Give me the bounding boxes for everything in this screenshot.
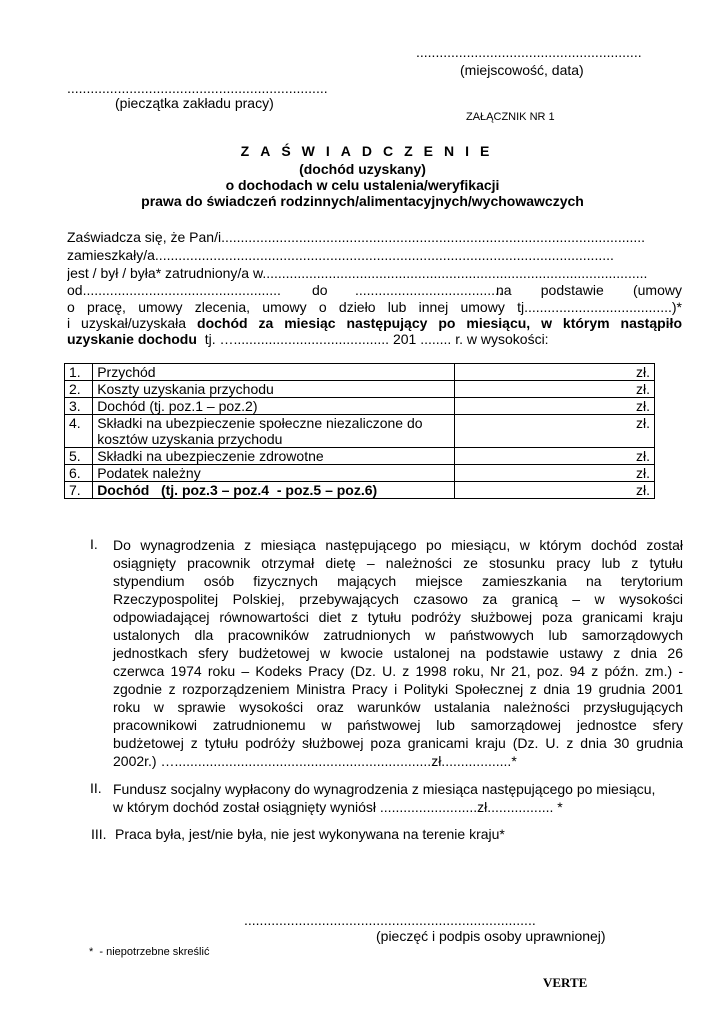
stamp-line: ................................................................... [67, 80, 328, 96]
section-1-line: Rzeczypospolitej Polskiej, przebywających czasowo za granicą – w wysokości [113, 591, 683, 607]
intro-line-7 [67, 330, 682, 348]
row-number: 1. [65, 364, 93, 381]
intro-line-1: Zaświadcza się, że Pan/i............................................................................................................. [67, 229, 646, 245]
row-number: 7. [65, 482, 93, 499]
place-date-label: (miejscowość, data) [460, 62, 584, 78]
section-1-line: budżetowej z tytułu podróży służbowej poza granicami kraju (Dz. U. z dnia 30 grudnia [113, 735, 683, 751]
place-date-line: .......................................................... [416, 44, 642, 60]
row-label-line-2: kosztów uzyskania przychodu [97, 431, 283, 447]
income-month-label: dochód za miesiąc następujący po miesiącu, w którym nastąpiło [197, 315, 682, 331]
row-label-line-1: Składki na ubezpieczenie społeczne niezaliczone do [97, 415, 423, 431]
row-amount: zł. [454, 482, 654, 499]
section-1-line: zgodnie z rozporządzeniem Ministra Pracy i Polityki Społecznej z dnia 19 grudnia 2001 [113, 681, 683, 697]
section-1-text [113, 536, 683, 770]
document-title: ZAŚWIADCZENIE [240, 143, 501, 159]
section-1-line: Do wynagrodzenia z miesiąca następującego po miesiącu, w którym dochód został [113, 537, 683, 553]
intro-line-5: o pracę, umowy zlecenia, umowy o dzieło lub innej umowy tj......................................)* [67, 299, 682, 315]
section-2-text [113, 780, 683, 816]
row-amount: zł. [454, 398, 654, 415]
section-2-line: w którym dochód został osiągnięty wyniósł .........................zł................. * [113, 799, 563, 815]
signature-line: ........................................................................... [244, 912, 536, 928]
table-row [65, 364, 655, 381]
row-amount: zł. [454, 364, 654, 381]
table-row [65, 465, 655, 482]
section-3-number: III. [91, 826, 107, 842]
income-obtained-label: uzyskanie dochodu [67, 331, 197, 347]
section-3-text: Praca była, jest/nie była, nie jest wykonywana na terenie kraju* [115, 826, 505, 842]
table-row [65, 398, 655, 415]
row-amount: zł. [454, 381, 654, 398]
footnote: * - niepotrzebne skreślić [89, 946, 210, 958]
section-2-line: Fundusz socjalny wypłacony do wynagrodzenia z miesiąca następującego po miesiącu, [113, 781, 656, 797]
row-label: Koszty uzyskania przychodu [93, 381, 454, 398]
row-amount: zł. [454, 465, 654, 482]
annex-label: ZAŁĄCZNIK NR 1 [466, 111, 555, 123]
table-row [65, 448, 655, 465]
intro-line-2: zamieszkały/a...................................................................................................................... [67, 247, 614, 263]
title-sub-1: (dochód uzyskany) [299, 161, 426, 177]
row-label: Dochód (tj. poz.1 – poz.2) [93, 398, 454, 415]
row-label: Podatek należny [93, 465, 454, 482]
section-1-line: 2002r.) …..................................................................zł..................* [113, 753, 517, 769]
section-1-line: stypendium osób fizycznych mających miejsce zamieszkania na terytorium [113, 573, 683, 589]
to-label: do [312, 282, 328, 298]
row-label: Przychód [93, 364, 454, 381]
row-number: 6. [65, 465, 93, 482]
row-label [93, 415, 454, 448]
stamp-label: (pieczątka zakładu pracy) [115, 95, 274, 111]
section-1-line: ustalonych dla pracowników zatrudnionych w państwowych lub samorządowych [113, 627, 683, 643]
row-number: 4. [65, 415, 93, 448]
section-2-number: II. [90, 780, 102, 796]
table-row [65, 482, 655, 499]
row-label: Składki na ubezpieczenie zdrowotne [93, 448, 454, 465]
section-1-line: pracownikowi zatrudnionemu w państwowej lub samorządowej jednostce sfery [113, 717, 683, 733]
signature-label: (pieczęć i podpis osoby uprawnionej) [376, 928, 606, 944]
title-sub-3: prawa do świadczeń rodzinnych/alimentacyjnych/wychowawczych [141, 193, 584, 209]
verte-label: VERTE [543, 975, 588, 990]
from-dots: od................................................... [67, 282, 281, 298]
income-period-field: tj. …........................................ 201 ........ r. w wysokości: [204, 331, 549, 347]
section-1-line: osiągnięty pracownik otrzymał dietę – należności ze stosunku pracy lub z tytułu [113, 555, 683, 571]
intro-line-3: jest / był / była* zatrudniony/a w................................................................................................... [67, 265, 648, 281]
to-dots: ...................................... [355, 282, 503, 298]
section-1-line: roku w sprawie wysokości oraz warunków ustalania należności przysługujących [113, 699, 683, 715]
row-label: Dochód (tj. poz.3 – poz.4 - poz.5 – poz.6) [93, 482, 454, 499]
section-1-number: I. [90, 536, 98, 552]
section-1-line: czerwca 1974 roku – Kodeks Pracy (Dz. U. z 1998 roku, Nr 21, poz. 94 z późn. zm.) - [113, 663, 683, 679]
received-label: i uzyskał/uzyskała [67, 315, 187, 331]
row-number: 3. [65, 398, 93, 415]
section-1-line: jednostkach sfery budżetowej w kwocie ustalonej na podstawie ustawy z dnia 26 [113, 645, 683, 661]
title-sub-2: o dochodach w celu ustalenia/weryfikacji [225, 177, 500, 193]
row-number: 5. [65, 448, 93, 465]
section-1-line: odpowiadającej równowartości diet z tytułu podróży służbowej poza granicami kraju [113, 609, 683, 625]
table-row [65, 415, 655, 448]
row-amount: zł. [454, 448, 654, 465]
contract-basis-label: na podstawie (umowy [496, 282, 682, 298]
income-table [64, 363, 655, 499]
row-amount: zł. [454, 415, 654, 448]
table-row [65, 381, 655, 398]
row-number: 2. [65, 381, 93, 398]
